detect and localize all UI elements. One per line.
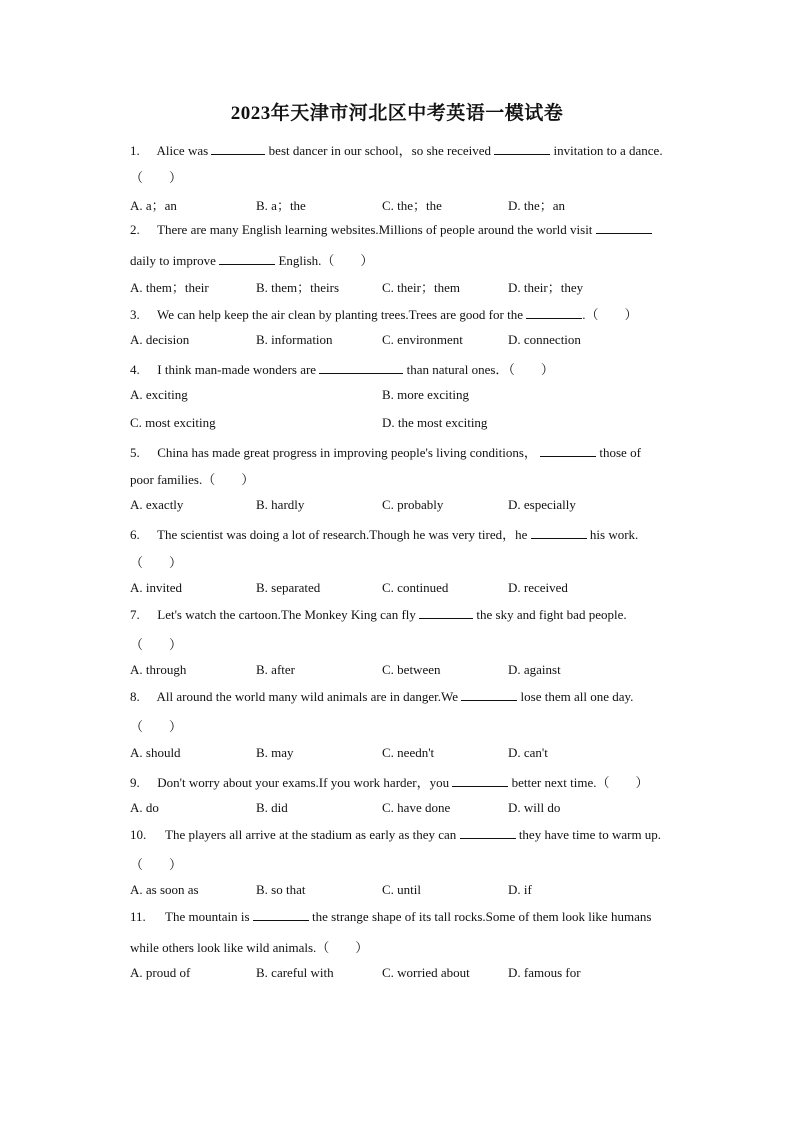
question-number: 3. [130, 307, 140, 322]
question-11 [130, 909, 710, 925]
question-text: All around the world many wild animals are in danger.We [156, 689, 459, 704]
answer-blank [253, 910, 309, 921]
answer-blank [319, 363, 403, 374]
question-text: English.（ ） [278, 253, 374, 268]
option-b[interactable]: B. did [256, 800, 288, 815]
question-text: China has made great progress in improving people's living conditions， [157, 445, 537, 460]
question-number: 7. [130, 607, 140, 622]
question-text: .（ ） [582, 307, 638, 322]
option-c[interactable]: C. probably [382, 497, 444, 512]
question-8-paren: （ ） [130, 719, 183, 734]
option-a[interactable]: A. invited [130, 580, 182, 595]
question-8 [130, 689, 710, 705]
answer-blank [461, 690, 517, 701]
option-b[interactable]: B. them；theirs [256, 280, 340, 295]
option-b[interactable]: B. hardly [256, 497, 305, 512]
answer-blank [452, 776, 508, 787]
option-c[interactable]: C. environment [382, 332, 463, 347]
question-number: 6. [130, 527, 140, 542]
question-text: his work. [589, 527, 639, 542]
option-c[interactable]: C. needn't [382, 745, 435, 760]
answer-blank [219, 254, 275, 265]
option-d[interactable]: D. can't [508, 745, 548, 760]
question-2 [130, 222, 710, 238]
option-c[interactable]: C. worried about [382, 965, 470, 980]
answer-blank [531, 528, 587, 539]
question-number: 8. [130, 689, 140, 704]
question-text: The players all arrive at the stadium as early as they can [165, 827, 457, 842]
question-1 [130, 140, 710, 159]
option-d[interactable]: D. against [508, 662, 561, 677]
question-text: There are many English learning websites.Millions of people around the world visit [157, 222, 593, 237]
question-9 [130, 772, 710, 791]
question-text: We can help keep the air clean by planting trees.Trees are good for the [157, 307, 523, 322]
question-number: 1. [130, 143, 140, 158]
option-b[interactable]: B. careful with [256, 965, 334, 980]
question-number: 4. [130, 362, 140, 377]
page-title: 2023年天津市河北区中考英语一模试卷 [230, 103, 564, 124]
question-text: the strange shape of its tall rocks.Some of them look like humans [312, 909, 652, 924]
option-d[interactable]: D. famous for [508, 965, 581, 980]
option-a[interactable]: A. as soon as [130, 882, 199, 897]
question-1-paren: （ ） [130, 170, 183, 185]
option-d[interactable]: D. the most exciting [382, 415, 488, 430]
question-text: Don't worry about your exams.If you work harder，you [157, 775, 450, 790]
question-number: 2. [130, 222, 140, 237]
question-text: I think man-made wonders are [157, 362, 317, 377]
question-7 [130, 607, 710, 623]
answer-blank [494, 144, 550, 155]
question-text: better next time.（ ） [511, 775, 649, 790]
option-c[interactable]: C. between [382, 662, 441, 677]
option-b[interactable]: B. a；the [256, 198, 306, 213]
option-c[interactable]: C. until [382, 882, 422, 897]
question-number: 5. [130, 445, 140, 460]
question-10 [130, 827, 710, 843]
question-text: best dancer in our school，so she received [268, 143, 492, 158]
question-text: lose them all one day. [520, 689, 634, 704]
question-text: Alice was [156, 143, 209, 158]
answer-blank [526, 308, 582, 319]
question-text: those of [599, 445, 641, 460]
option-b[interactable]: B. more exciting [382, 387, 470, 402]
option-a[interactable]: A. should [130, 745, 181, 760]
option-a[interactable]: A. exactly [130, 497, 184, 512]
option-c[interactable]: C. the；the [382, 198, 442, 213]
question-11-cont: while others look like wild animals.（ ） [130, 940, 369, 955]
question-number: 11. [130, 909, 146, 924]
question-10-paren: （ ） [130, 857, 183, 872]
option-d[interactable]: D. connection [508, 332, 581, 347]
option-b[interactable]: B. so that [256, 882, 306, 897]
option-c[interactable]: C. continued [382, 580, 449, 595]
answer-blank [596, 223, 652, 234]
option-b[interactable]: B. after [256, 662, 295, 677]
question-text: invitation to a dance. [553, 143, 663, 158]
question-6-paren: （ ） [130, 555, 183, 570]
question-number: 9. [130, 775, 140, 790]
option-d[interactable]: D. received [508, 580, 568, 595]
option-d[interactable]: D. their；they [508, 280, 584, 295]
question-4 [130, 359, 710, 378]
option-a[interactable]: A. do [130, 800, 159, 815]
option-d[interactable]: D. the；an [508, 198, 566, 213]
question-text: they have time to warm up. [518, 827, 662, 842]
question-5-cont: poor families.（ ） [130, 472, 255, 487]
option-c[interactable]: C. most exciting [130, 415, 216, 430]
question-text: the sky and fight bad people. [476, 607, 627, 622]
answer-blank [211, 144, 265, 155]
option-b[interactable]: B. may [256, 745, 294, 760]
question-text: daily to improve [130, 253, 216, 268]
option-d[interactable]: D. will do [508, 800, 561, 815]
question-6 [130, 524, 710, 543]
question-text: Let's watch the cartoon.The Monkey King can fly [157, 607, 416, 622]
answer-blank [540, 446, 596, 457]
option-b[interactable]: B. separated [256, 580, 321, 595]
option-a[interactable]: A. through [130, 662, 187, 677]
question-text: than natural ones．（ ） [406, 362, 554, 377]
option-d[interactable]: D. if [508, 882, 532, 897]
option-c[interactable]: C. have done [382, 800, 451, 815]
question-2-cont [130, 250, 710, 269]
question-text: The mountain is [165, 909, 250, 924]
answer-blank [460, 828, 516, 839]
option-d[interactable]: D. especially [508, 497, 576, 512]
option-c[interactable]: C. their；them [382, 280, 460, 295]
option-a[interactable]: A. exciting [130, 387, 188, 402]
option-a[interactable]: A. a；an [130, 198, 177, 213]
question-3 [130, 304, 710, 323]
question-number: 10. [130, 827, 147, 842]
option-b[interactable]: B. information [256, 332, 333, 347]
question-7-paren: （ ） [130, 637, 183, 652]
option-a[interactable]: A. proud of [130, 965, 191, 980]
question-text: The scientist was doing a lot of research.Though he was very tired，he [157, 527, 528, 542]
option-a[interactable]: A. them；their [130, 280, 209, 295]
answer-blank [419, 608, 473, 619]
question-5 [130, 442, 710, 461]
option-a[interactable]: A. decision [130, 332, 190, 347]
